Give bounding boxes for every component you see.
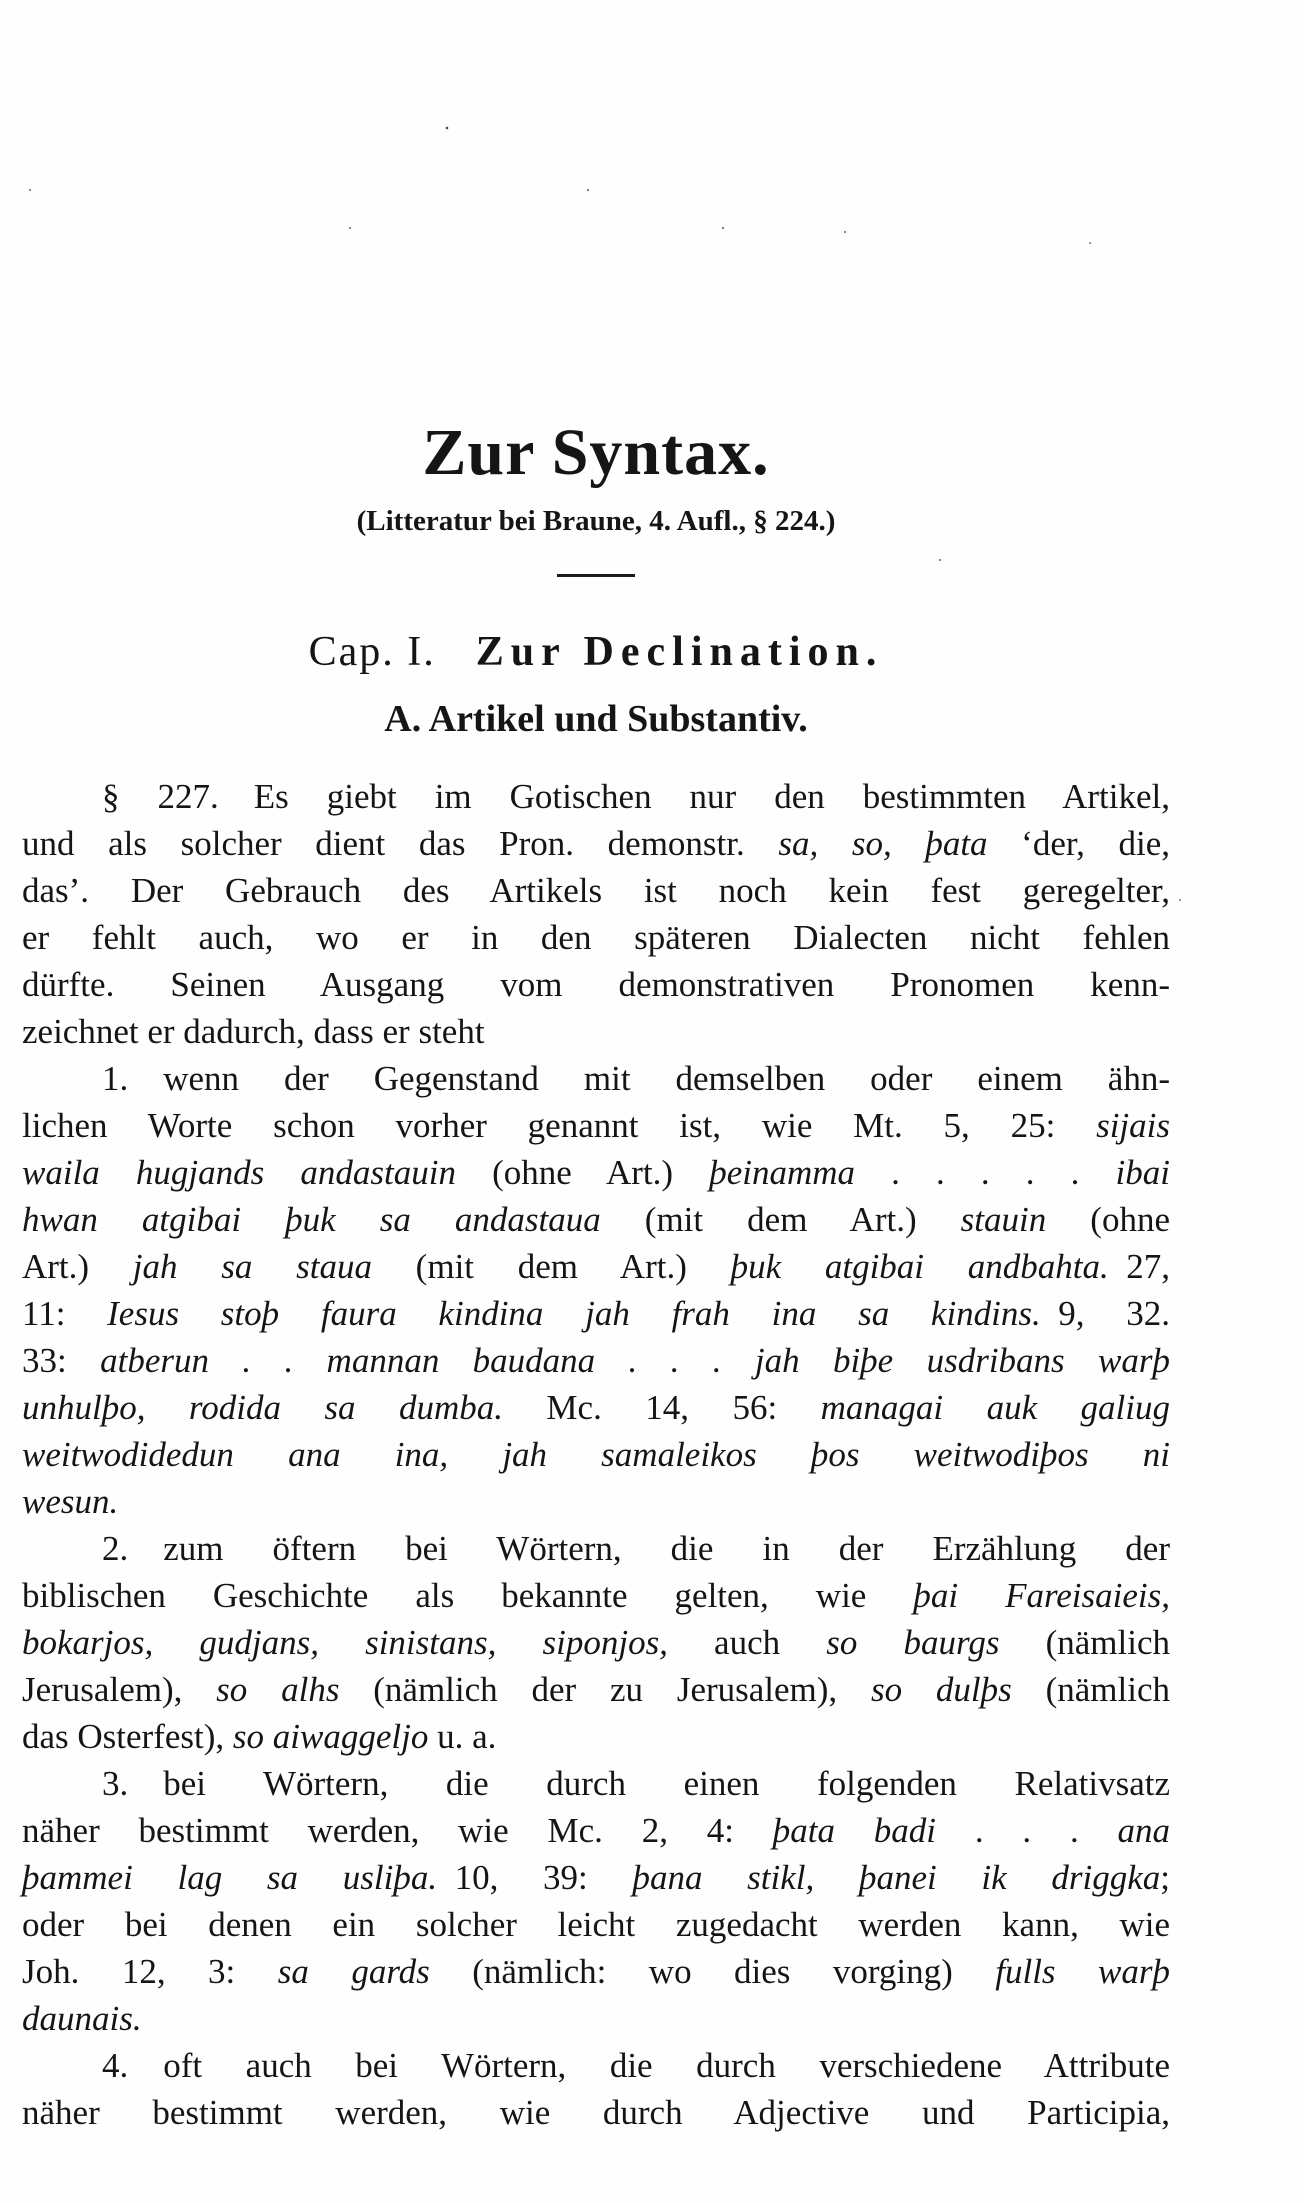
text-line <box>22 773 1170 820</box>
text-run: 9, 32. <box>1040 1294 1170 1334</box>
text-run: ibai <box>1115 1153 1170 1193</box>
text-run: ; <box>1160 1858 1170 1898</box>
page-title: Zur Syntax. <box>422 416 770 489</box>
text-run: (mit dem Art.) <box>600 1200 961 1240</box>
text-run: waila hugjands andastauin <box>22 1153 456 1193</box>
text-body <box>22 773 1170 2136</box>
text-line <box>22 1290 1170 1337</box>
section-heading: A. Artikel und Substantiv. <box>384 698 808 741</box>
text-line <box>22 2042 1170 2089</box>
paragraph-227 <box>22 773 1170 1055</box>
text-line <box>22 1008 1170 1055</box>
text-run: so alhs <box>216 1670 340 1710</box>
text-run: Joh. 12, 3: <box>22 1952 278 1992</box>
text-line <box>22 1619 1170 1666</box>
text-run: þammei lag sa usliþa. <box>22 1858 438 1898</box>
text-run: 33: <box>22 1341 101 1381</box>
text-line <box>22 1337 1170 1384</box>
text-run: oder bei denen ein solcher leicht zugedacht werden kann, wie <box>22 1905 1170 1945</box>
text-line <box>22 1431 1170 1478</box>
item-4 <box>22 2042 1170 2136</box>
text-run: stauin <box>960 1200 1047 1240</box>
text-run: sa, so, þata <box>778 824 988 864</box>
text-run: und als solcher dient das Pron. demonstr. <box>22 824 779 864</box>
text-run: 3. bei Wörtern, die durch einen folgenden Relativsatz <box>102 1764 1170 1804</box>
text-run: so aiwaggeljo <box>232 1717 429 1757</box>
text-run: lichen Worte schon vorher genannt ist, wie Mt. 5, 25: <box>22 1106 1097 1146</box>
text-line <box>22 1901 1170 1948</box>
text-run: 27, <box>1108 1247 1170 1287</box>
text-line <box>22 867 1170 914</box>
text-line <box>22 1196 1170 1243</box>
text-run: sijais <box>1096 1106 1170 1146</box>
text-run: daunais. <box>22 1999 142 2039</box>
text-line <box>22 2089 1170 2136</box>
item-1 <box>22 1055 1170 1525</box>
text-run: (mit dem Art.) <box>371 1247 731 1287</box>
text-run: (nämlich <box>999 1623 1170 1663</box>
section-divider <box>557 574 635 577</box>
text-line <box>22 1572 1170 1619</box>
text-line <box>22 1478 1170 1525</box>
text-run: managai auk galiug <box>820 1388 1170 1428</box>
text-run: Iesus stoþ faura kindina jah frah ina sa kindins. <box>107 1294 1041 1334</box>
text-run: er fehlt auch, wo er in den späteren Dialecten nicht fehlen <box>22 918 1170 958</box>
text-run: bokarjos, gudjans, sinistans, siponjos, <box>22 1623 668 1663</box>
text-run: weitwodidedun ana ina, jah samaleikos þos weitwodiþos ni <box>22 1435 1170 1475</box>
page-content <box>22 0 1170 2136</box>
text-line <box>22 1525 1170 1572</box>
text-line <box>22 1149 1170 1196</box>
text-line <box>22 1713 1170 1760</box>
text-line <box>22 1384 1170 1431</box>
heading-block <box>22 0 1170 741</box>
text-run: u. a. <box>428 1717 497 1757</box>
text-run: . . . <box>936 1811 1118 1851</box>
text-run: so baurgs <box>826 1623 1000 1663</box>
text-run: sa gards <box>277 1952 430 1992</box>
text-run: ana <box>1117 1811 1171 1851</box>
text-run: (nämlich der zu Jerusalem), <box>339 1670 871 1710</box>
text-run: þuk atgibai andbahta. <box>730 1247 1109 1287</box>
text-run: (ohne Art.) <box>455 1153 710 1193</box>
text-run: ‘der, die, <box>987 824 1170 864</box>
text-run: dürfte. Seinen Ausgang vom demonstrativen Pronomen kenn- <box>22 965 1170 1005</box>
page-subtitle: (Litteratur bei Braune, 4. Aufl., § 224.) <box>356 505 836 538</box>
text-run: wesun. <box>22 1482 119 1522</box>
text-run: þata badi <box>772 1811 937 1851</box>
text-run: das’. Der Gebrauch des Artikels ist noch kein fest geregelter, <box>22 871 1170 911</box>
text-line <box>22 1854 1170 1901</box>
text-line <box>22 1102 1170 1149</box>
text-run: 1. wenn der Gegenstand mit demselben oder einem ähn- <box>102 1059 1170 1099</box>
text-line <box>22 1995 1170 2042</box>
text-run: (ohne <box>1046 1200 1170 1240</box>
text-run: § 227. Es giebt im Gotischen nur den bestimmten Artikel, <box>102 777 1170 817</box>
chapter-title: Zur Declination. <box>475 629 884 676</box>
text-run: hwan atgibai þuk sa andastaua <box>22 1200 601 1240</box>
text-run: þeinamma <box>709 1153 855 1193</box>
item-2 <box>22 1525 1170 1760</box>
text-run: fulls warþ <box>995 1952 1170 1992</box>
text-run: 11: <box>22 1294 108 1334</box>
text-run: 10, 39: <box>437 1858 633 1898</box>
text-line <box>22 1760 1170 1807</box>
text-run: 4. oft auch bei Wörtern, die durch verschiedene Attribute <box>102 2046 1170 2086</box>
text-run: Art.) <box>22 1247 133 1287</box>
text-line <box>22 1055 1170 1102</box>
text-line <box>22 1666 1170 1713</box>
text-run: (nämlich: wo dies vorging) <box>429 1952 996 1992</box>
text-run: so dulþs <box>871 1670 1012 1710</box>
chapter-number: Cap. I. <box>308 629 436 676</box>
text-line <box>22 914 1170 961</box>
text-line <box>22 1807 1170 1854</box>
text-line <box>22 820 1170 867</box>
text-run: þai Fareisaieis, <box>913 1576 1170 1616</box>
text-line <box>22 961 1170 1008</box>
text-line <box>22 1948 1170 1995</box>
chapter-heading <box>22 629 1170 675</box>
text-run: 2. zum öftern bei Wörtern, die in der Erzählung der <box>102 1529 1170 1569</box>
text-run: zeichnet er dadurch, dass er steht <box>22 1012 485 1052</box>
item-3 <box>22 1760 1170 2042</box>
text-run: Jerusalem), <box>22 1670 217 1710</box>
text-run: þana stikl, þanei ik driggka <box>632 1858 1161 1898</box>
text-run: (nämlich <box>1011 1670 1170 1710</box>
text-line <box>22 1243 1170 1290</box>
text-run: atberun . . mannan baudana . . . jah biþe usdribans warþ <box>100 1341 1170 1381</box>
text-run: Mc. 14, 56: <box>502 1388 821 1428</box>
text-run: biblischen Geschichte als bekannte gelten, wie <box>22 1576 914 1616</box>
text-run: . . . . . <box>855 1153 1116 1193</box>
text-run: näher bestimmt werden, wie Mc. 2, 4: <box>22 1811 773 1851</box>
text-run: auch <box>667 1623 827 1663</box>
text-run: näher bestimmt werden, wie durch Adjective und Participia, <box>22 2093 1170 2133</box>
text-run: unhulþo, rodida sa dumba. <box>22 1388 503 1428</box>
text-run: das Osterfest), <box>22 1717 233 1757</box>
text-run: jah sa staua <box>132 1247 372 1287</box>
